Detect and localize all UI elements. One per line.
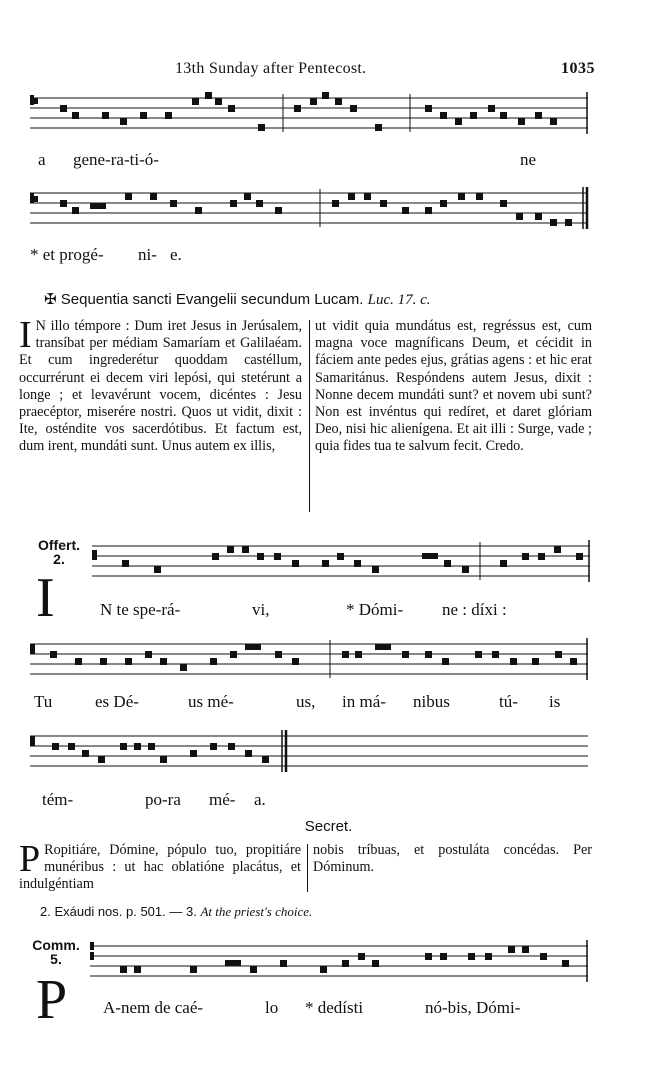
secret-left-text: Ropitiáre, Dómine, pópulo tuo, propitiáre munéribus : ut hac oblatióne placátus, et indulgéntiam: [19, 842, 301, 893]
communion-label-text: Comm.: [32, 937, 80, 953]
gospel-reference: Luc. 17. c.: [367, 292, 431, 308]
secret-left-column: [19, 838, 301, 894]
page-number: 1035: [561, 60, 595, 77]
offertory-staff-2: [30, 636, 590, 686]
offertory-label: [28, 538, 90, 566]
lyric: Tu: [34, 692, 53, 711]
running-title: 13th Sunday after Pentecost.: [175, 60, 367, 77]
lyric: tú-: [499, 692, 518, 711]
lyric: lo: [265, 998, 279, 1017]
lyric: us mé-: [188, 692, 234, 711]
offertory-staff-1: [92, 538, 592, 588]
communion-initial: P: [36, 969, 68, 1031]
communion-lyrics: [103, 998, 603, 1020]
lyric: * Dómi-: [346, 600, 404, 619]
communion-mode: 5.: [50, 951, 62, 967]
lyric: * dedísti: [305, 998, 364, 1017]
lyric: us,: [296, 692, 316, 711]
secret-title: Secret.: [304, 818, 353, 835]
column-divider: [309, 320, 310, 512]
footnote-text: 2. Exáudi nos. p. 501. — 3.: [40, 904, 197, 919]
offertory-label-text: Offert.: [38, 537, 80, 553]
gospel-left-text: N illo témpore : Dum iret Jesus in Jerúsalem, transíbat per médiam Samaríam et Galilaéam. Et cum ingrederétur quoddam castéllum, occurrérunt ei decem viri lepósi, qui stetérunt a longe ; et levavérunt vocem, dicéntes : Jesu praecéptor, miserére nostri. Quos ut vidit, dixit : Ite, osténdite vos sacerdótibus. Et factum est, dum irent, mundáti sunt. Unus autem ex illis,: [19, 318, 302, 455]
lyric: is: [549, 692, 561, 711]
staff-lines: [90, 938, 590, 988]
communion-staff: [90, 938, 590, 988]
secret-text: [19, 838, 592, 896]
lyric: tém-: [42, 790, 74, 809]
secret-right-column: [313, 842, 592, 876]
lyric: es Dé-: [95, 692, 139, 711]
running-header: [30, 60, 595, 84]
lyric: N te spe-rá-: [100, 600, 181, 619]
lyric: e.: [170, 245, 182, 264]
secret-right-text: nobis tríbuas, et postuláta concédas. Per Dóminum.: [313, 842, 592, 876]
staff-lines: [92, 538, 592, 588]
lyric: a.: [254, 790, 266, 809]
lyric: mé-: [209, 790, 236, 809]
staff-lines: [30, 728, 590, 778]
lyric: po-ra: [145, 790, 181, 809]
staff-lines: [30, 90, 590, 140]
staff-lines: [30, 185, 590, 235]
gospel-left-column: [19, 314, 302, 456]
cross-icon: ✠: [44, 291, 57, 308]
column-divider: [307, 844, 308, 892]
drop-cap: I: [19, 314, 32, 356]
gospel-right-column: [315, 318, 592, 456]
staff-lines: [30, 636, 590, 686]
gospel-right-text: ut vidit quia mundátus est, regréssus est, cum magna voce magníficans Deum, et cécidit in fáciem ante pedes ejus, grátias agens : et hic erat Samaritánus. Respóndens autem Jesus, dixit : Nonne decem mundáti sunt? et novem ubi sunt? Non est invéntus qui redíret, et daret glóriam Deo, nisi hic alienígena. Et ait illi : Surge, vade ; quia fides tua te salvum fecit. Credo.: [315, 318, 592, 455]
communion-label: [26, 938, 86, 966]
chant-staff-2: [30, 185, 590, 235]
footnote-italic: At the priest's choice.: [200, 904, 313, 919]
offertory-lyrics-3: [42, 790, 342, 812]
gospel-title: Sequentia sancti Evangelii secundum Lucam.: [60, 291, 364, 308]
offertory-lyrics-2: [34, 692, 594, 714]
lyric: a: [38, 150, 46, 169]
offertory-lyrics-1: [100, 600, 600, 622]
lyric: A-nem de caé-: [103, 998, 204, 1017]
offertory-staff-3: [30, 728, 590, 778]
offertory-mode: 2.: [53, 551, 65, 567]
lyric: ne : díxi :: [442, 600, 507, 619]
offertory-initial: I: [36, 567, 55, 629]
chant-staff-1: [30, 90, 590, 140]
lyric: nibus: [413, 692, 450, 711]
lyric: in má-: [342, 692, 386, 711]
gospel-heading: [44, 290, 604, 310]
chant-lyrics-2: [30, 245, 590, 267]
chant-lyrics-1: [38, 150, 598, 172]
lyric: ne: [520, 150, 537, 169]
lyric: * et progé-: [30, 245, 104, 264]
footnote: [40, 904, 600, 922]
gospel-text: [19, 314, 592, 516]
lyric: nó-bis, Dómi-: [425, 998, 521, 1017]
lyric: vi,: [252, 600, 270, 619]
lyric: ni-: [138, 245, 157, 264]
drop-cap: P: [19, 838, 41, 880]
lyric: gene-ra-ti-ó-: [73, 150, 159, 169]
